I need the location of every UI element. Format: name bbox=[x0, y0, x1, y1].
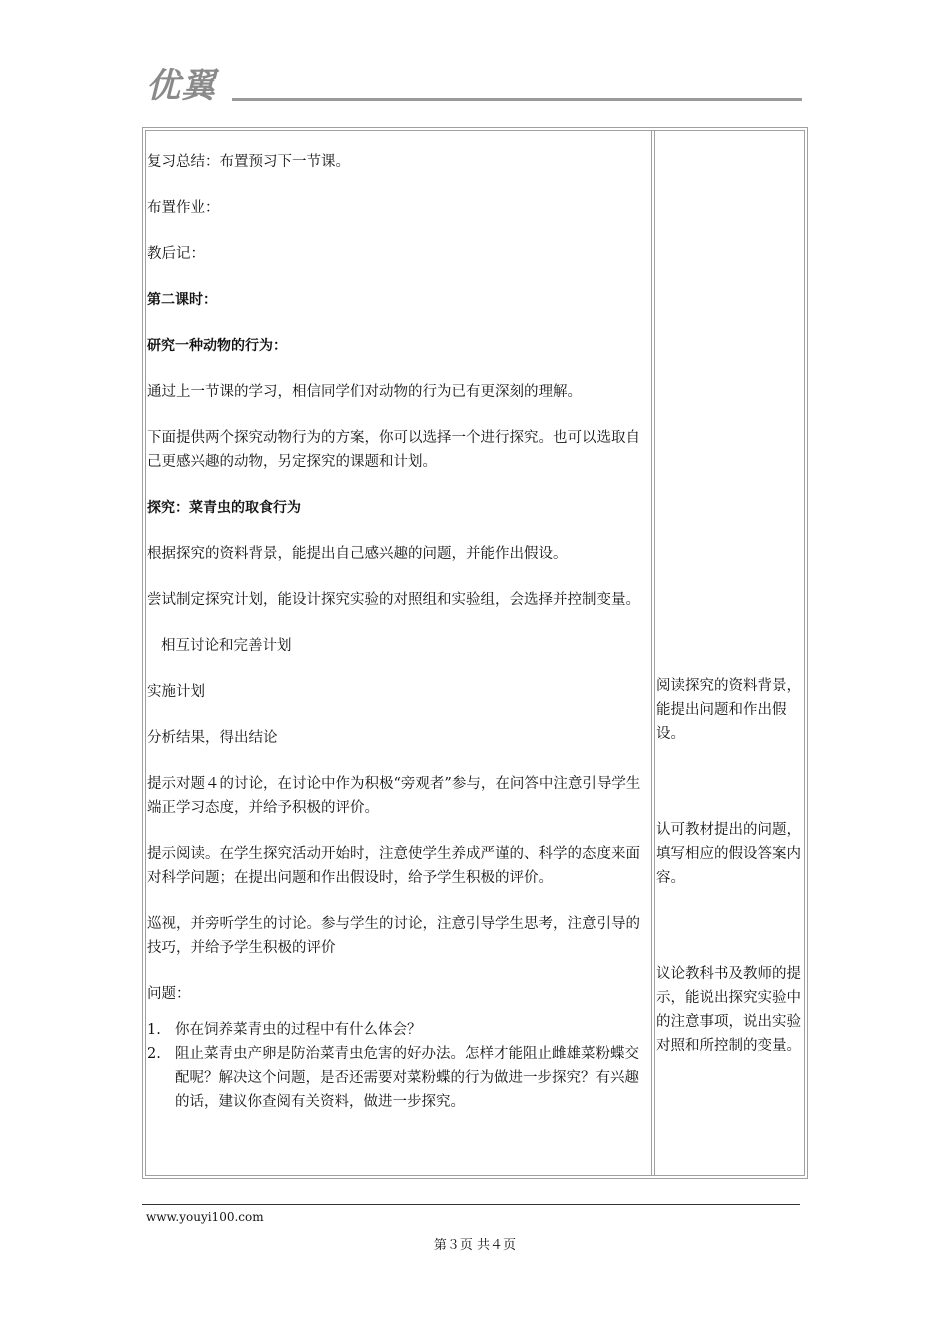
homework-label: 布置作业： bbox=[147, 200, 220, 216]
questions-label: 问题： bbox=[147, 986, 191, 1002]
hint-reading-paragraph: 提示阅读。在学生探究活动开始时，注意使学生养成严谨的、科学的态度来面对科学问题；在提出问题和作出假设时，给予学生积极的评价。 bbox=[147, 846, 640, 886]
post-lesson-notes-label: 教后记： bbox=[147, 246, 205, 262]
column-divider-inner bbox=[654, 130, 655, 1176]
hypothesis-paragraph: 根据探究的资料背景，能提出自己感兴趣的问题，并能作出假设。 bbox=[147, 546, 568, 562]
side-note: 议论教科书及教师的提示，能说出探究实验中的注意事项，说出实验对照和所控制的变量。 bbox=[656, 966, 801, 1054]
header-rule bbox=[232, 98, 802, 101]
teaching-content-column bbox=[147, 150, 651, 1114]
list-text: 你在饲养菜青虫的过程中有什么体会？ bbox=[175, 1022, 422, 1038]
implement-plan-step: 实施计划 bbox=[147, 684, 205, 700]
list-number: 2. bbox=[147, 1046, 161, 1062]
list-item bbox=[147, 1042, 651, 1114]
review-summary: 复习总结：布置预习下一节课。 bbox=[147, 154, 350, 170]
plan-design-paragraph: 尝试制定探究计划，能设计探究实验的对照组和实验组，会选择并控制变量。 bbox=[147, 592, 640, 608]
footer-rule bbox=[142, 1204, 800, 1205]
side-note: 阅读探究的资料背景，能提出问题和作出假设。 bbox=[656, 678, 801, 742]
patrol-paragraph: 巡视，并旁听学生的讨论。参与学生的讨论，注意引导学生思考，注意引导的技巧，并给予学生积极的评价 bbox=[147, 916, 640, 956]
analyze-results-step: 分析结果，得出结论 bbox=[147, 730, 278, 746]
student-activity-note-1 bbox=[656, 674, 804, 768]
inquiry-heading: 探究：菜青虫的取食行为 bbox=[147, 500, 301, 516]
column-divider bbox=[651, 130, 652, 1176]
list-number: 1. bbox=[147, 1022, 161, 1038]
student-activity-note-3 bbox=[656, 962, 804, 1080]
list-text: 阻止菜青虫产卵是防治菜青虫危害的好办法。怎样才能阻止雌雄菜粉蝶交配呢？解决这个问题，是否还需要对菜粉蝶的行为做进一步探究？有兴趣的话，建议你查阅有关资料，做进一步探究。 bbox=[175, 1046, 639, 1110]
discuss-plan-step: 相互讨论和完善计划 bbox=[161, 638, 292, 654]
study-animal-behavior-heading: 研究一种动物的行为： bbox=[147, 338, 287, 354]
side-note: 认可教材提出的问题，填写相应的假设答案内容。 bbox=[656, 822, 801, 886]
page-number: 第３页 共４页 bbox=[433, 1238, 517, 1253]
questions-list bbox=[147, 1018, 651, 1114]
hint-discussion-paragraph: 提示对题４的讨论，在讨论中作为积极“旁观者”参与，在问答中注意引导学生端正学习态度，并给予积极的评价。 bbox=[147, 776, 641, 816]
youyi-logo: 优翼 bbox=[146, 66, 216, 106]
plans-paragraph: 下面提供两个探究动物行为的方案，你可以选择一个进行探究。也可以选取自己更感兴趣的动物，另定探究的课题和计划。 bbox=[147, 430, 640, 470]
second-lesson-heading: 第二课时： bbox=[147, 292, 217, 308]
intro-paragraph: 通过上一节课的学习，相信同学们对动物的行为已有更深刻的理解。 bbox=[147, 384, 582, 400]
list-item bbox=[147, 1018, 651, 1042]
footer-url: www.youyi100.com bbox=[146, 1210, 264, 1224]
student-activity-note-2 bbox=[656, 818, 804, 912]
